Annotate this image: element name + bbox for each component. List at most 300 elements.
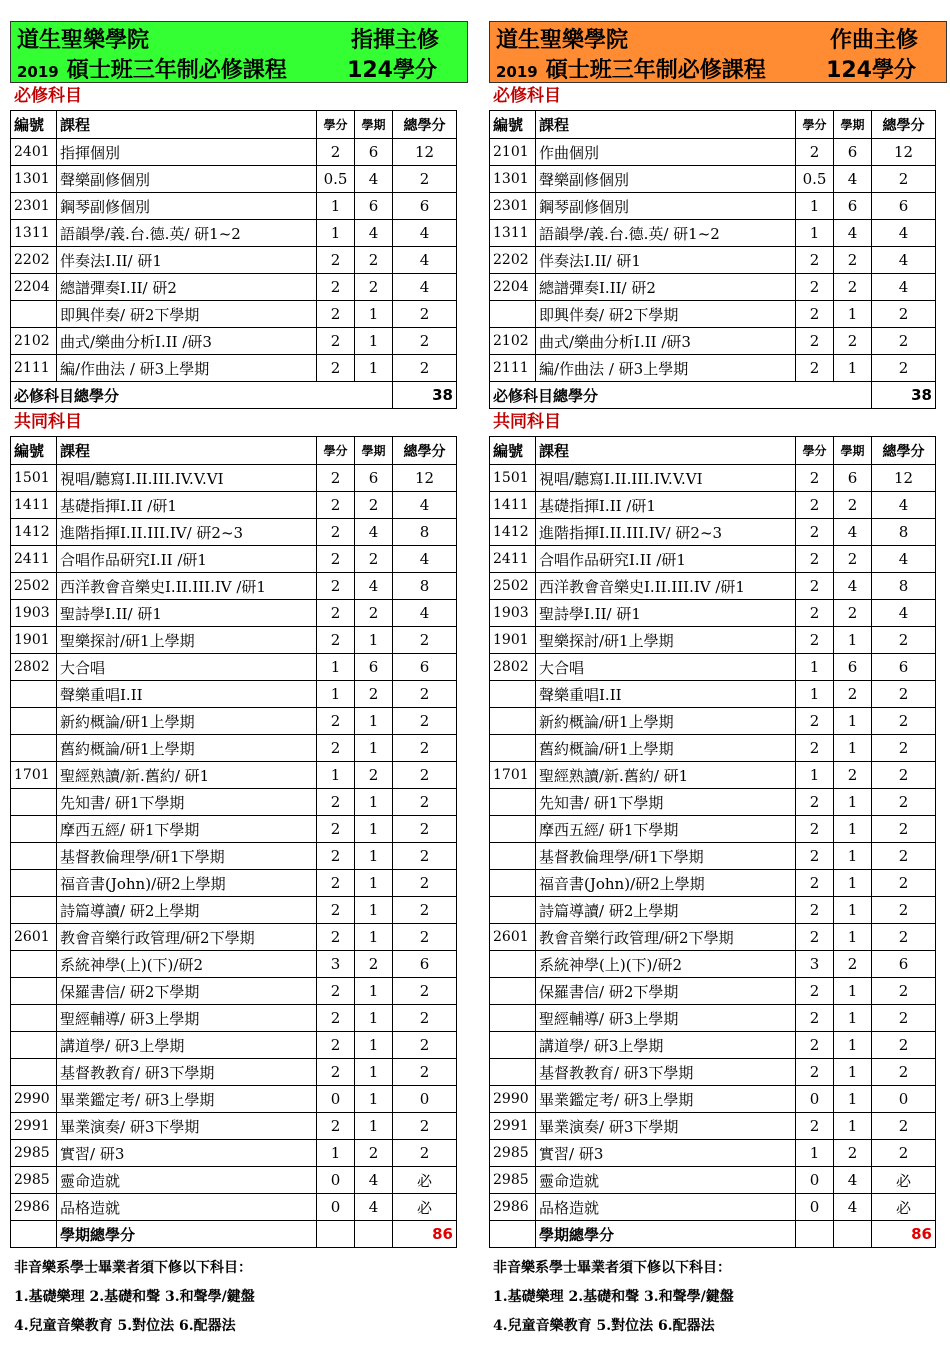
course-credit: 2 <box>317 573 355 600</box>
course-name: 舊約概論/研1上學期 <box>536 735 796 762</box>
course-code: 1412 <box>11 519 57 546</box>
course-semesters: 1 <box>355 924 393 951</box>
program-year: 2019 <box>17 63 59 81</box>
course-semesters: 2 <box>355 681 393 708</box>
header-credit: 學分 <box>317 437 355 465</box>
course-credit: 3 <box>317 951 355 978</box>
course-credit: 2 <box>317 735 355 762</box>
course-semesters: 1 <box>834 735 872 762</box>
course-credit: 0.5 <box>796 166 834 193</box>
remedial-notes <box>489 1254 947 1341</box>
course-total: 必 <box>872 1194 936 1221</box>
course-code: 2111 <box>11 355 57 382</box>
school-name: 道生聖樂學院 <box>496 28 629 53</box>
course-code <box>11 978 57 1005</box>
course-name: 畢業鑑定考/ 研3上學期 <box>536 1086 796 1113</box>
header-credit: 學分 <box>796 437 834 465</box>
course-name: 即興伴奏/ 研2下學期 <box>536 301 796 328</box>
course-row <box>11 870 457 897</box>
course-semesters: 1 <box>834 1032 872 1059</box>
required-sum-row <box>490 382 936 409</box>
course-credit: 2 <box>796 546 834 573</box>
course-credit: 2 <box>796 355 834 382</box>
course-credit: 2 <box>317 301 355 328</box>
course-semesters: 1 <box>834 924 872 951</box>
course-total: 6 <box>393 654 457 681</box>
course-semesters: 1 <box>834 870 872 897</box>
course-total: 8 <box>872 519 936 546</box>
course-name: 保羅書信/ 研2下學期 <box>536 978 796 1005</box>
course-name: 聖樂探討/研1上學期 <box>536 627 796 654</box>
course-name: 聖經熟讀/新.舊約/ 研1 <box>57 762 317 789</box>
course-semesters: 1 <box>355 1113 393 1140</box>
note-title: 非音樂系學士畢業者須下修以下科目： <box>14 1260 252 1276</box>
course-semesters: 2 <box>834 247 872 274</box>
course-code: 2204 <box>11 274 57 301</box>
course-total: 8 <box>393 573 457 600</box>
course-name: 編/作曲法 / 研3上學期 <box>536 355 796 382</box>
course-semesters: 2 <box>834 951 872 978</box>
course-code <box>490 708 536 735</box>
course-semesters: 4 <box>355 519 393 546</box>
course-row <box>11 355 457 382</box>
course-credit: 0 <box>796 1194 834 1221</box>
required-sum-value: 38 <box>872 382 936 409</box>
course-total: 6 <box>393 951 457 978</box>
course-code: 2985 <box>11 1140 57 1167</box>
course-code: 1411 <box>11 492 57 519</box>
course-name: 基督教教育/ 研3下學期 <box>536 1059 796 1086</box>
course-code: 2991 <box>11 1113 57 1140</box>
course-name: 伴奏法I.II/ 研1 <box>536 247 796 274</box>
course-row <box>490 1059 936 1086</box>
table-header-row <box>11 437 457 465</box>
course-total: 2 <box>872 301 936 328</box>
course-code: 1701 <box>11 762 57 789</box>
course-code: 2204 <box>490 274 536 301</box>
course-name: 曲式/樂曲分析I.II /研3 <box>57 328 317 355</box>
course-code <box>490 951 536 978</box>
course-row <box>490 546 936 573</box>
note-line-1: 1.基礎樂理 2.基礎和聲 3.和聲學/鍵盤 <box>493 1289 734 1305</box>
course-row <box>11 627 457 654</box>
course-row <box>490 166 936 193</box>
course-total: 2 <box>393 978 457 1005</box>
course-total: 2 <box>872 978 936 1005</box>
course-total: 4 <box>393 546 457 573</box>
course-name: 實習/ 研3 <box>536 1140 796 1167</box>
course-total: 2 <box>872 1140 936 1167</box>
course-semesters: 4 <box>834 220 872 247</box>
course-credit: 2 <box>796 735 834 762</box>
course-semesters: 2 <box>355 1140 393 1167</box>
course-total: 4 <box>872 600 936 627</box>
course-total: 2 <box>872 735 936 762</box>
course-row <box>11 1032 457 1059</box>
course-name: 先知書/ 研1下學期 <box>57 789 317 816</box>
course-credit: 2 <box>796 1005 834 1032</box>
course-code: 2411 <box>11 546 57 573</box>
course-name: 聖經熟讀/新.舊約/ 研1 <box>536 762 796 789</box>
course-row <box>11 897 457 924</box>
course-total: 2 <box>872 166 936 193</box>
course-semesters: 2 <box>355 492 393 519</box>
course-row <box>490 627 936 654</box>
course-row <box>11 1059 457 1086</box>
course-credit: 2 <box>796 139 834 166</box>
course-total: 必 <box>393 1194 457 1221</box>
course-total: 2 <box>393 1113 457 1140</box>
course-semesters: 1 <box>355 870 393 897</box>
course-code: 1903 <box>11 600 57 627</box>
course-semesters: 1 <box>834 1005 872 1032</box>
sum-blank <box>355 1221 393 1248</box>
right-panel-composition <box>489 0 947 1341</box>
course-semesters: 4 <box>355 1194 393 1221</box>
header-course: 課程 <box>536 437 796 465</box>
course-row <box>11 843 457 870</box>
course-semesters: 2 <box>355 600 393 627</box>
course-credit: 2 <box>317 978 355 1005</box>
course-semesters: 4 <box>834 166 872 193</box>
course-name: 基督教倫理學/研1下學期 <box>57 843 317 870</box>
course-name: 先知書/ 研1下學期 <box>536 789 796 816</box>
course-semesters: 6 <box>834 139 872 166</box>
course-total: 2 <box>872 843 936 870</box>
course-code <box>490 1032 536 1059</box>
course-name: 舊約概論/研1上學期 <box>57 735 317 762</box>
course-semesters: 1 <box>834 897 872 924</box>
course-semesters: 1 <box>834 355 872 382</box>
course-code <box>11 1005 57 1032</box>
course-total: 2 <box>872 1113 936 1140</box>
required-section-title: 必修科目 <box>493 86 561 106</box>
course-name: 教會音樂行政管理/研2下學期 <box>57 924 317 951</box>
course-row <box>490 1032 936 1059</box>
course-total: 2 <box>872 1032 936 1059</box>
course-total: 2 <box>393 301 457 328</box>
course-total: 2 <box>872 708 936 735</box>
sum-blank <box>796 1221 834 1248</box>
course-code <box>490 1005 536 1032</box>
course-row <box>11 708 457 735</box>
course-code <box>490 789 536 816</box>
course-credit: 2 <box>796 789 834 816</box>
course-code: 1311 <box>490 220 536 247</box>
course-semesters: 6 <box>834 193 872 220</box>
course-total: 2 <box>872 355 936 382</box>
course-row <box>11 816 457 843</box>
course-semesters: 2 <box>834 1140 872 1167</box>
course-row <box>11 274 457 301</box>
course-credit: 2 <box>796 519 834 546</box>
course-semesters: 1 <box>355 897 393 924</box>
course-credit: 2 <box>317 1005 355 1032</box>
course-semesters: 4 <box>355 573 393 600</box>
course-name: 靈命造就 <box>536 1167 796 1194</box>
course-code: 2802 <box>11 654 57 681</box>
course-row <box>11 1194 457 1221</box>
common-sum-label: 學期總學分 <box>536 1221 796 1248</box>
required-sum-row <box>11 382 457 409</box>
course-name: 靈命造就 <box>57 1167 317 1194</box>
course-semesters: 4 <box>834 573 872 600</box>
credits-total: 124學分 <box>347 58 437 83</box>
course-semesters: 1 <box>355 816 393 843</box>
course-semesters: 2 <box>834 274 872 301</box>
course-credit: 1 <box>796 681 834 708</box>
course-code: 1301 <box>490 166 536 193</box>
course-name: 聖樂探討/研1上學期 <box>57 627 317 654</box>
course-total: 2 <box>393 789 457 816</box>
course-code: 1411 <box>490 492 536 519</box>
course-name: 品格造就 <box>536 1194 796 1221</box>
header-total: 總學分 <box>872 111 936 139</box>
course-code: 2986 <box>11 1194 57 1221</box>
course-semesters: 1 <box>355 1086 393 1113</box>
common-courses-table <box>10 436 457 1248</box>
course-credit: 2 <box>796 843 834 870</box>
course-name: 新約概論/研1上學期 <box>57 708 317 735</box>
course-credit: 2 <box>796 328 834 355</box>
sum-blank <box>490 1221 536 1248</box>
course-semesters: 1 <box>355 627 393 654</box>
course-total: 4 <box>393 600 457 627</box>
course-total: 12 <box>872 465 936 492</box>
course-semesters: 1 <box>834 1086 872 1113</box>
course-semesters: 4 <box>834 1194 872 1221</box>
course-semesters: 1 <box>355 1032 393 1059</box>
course-code <box>490 843 536 870</box>
course-row <box>490 465 936 492</box>
course-credit: 2 <box>796 301 834 328</box>
course-total: 2 <box>872 627 936 654</box>
course-name: 總譜彈奏I.II/ 研2 <box>57 274 317 301</box>
course-name: 摩西五經/ 研1下學期 <box>57 816 317 843</box>
course-row <box>11 546 457 573</box>
course-semesters: 1 <box>355 1005 393 1032</box>
course-total: 6 <box>872 951 936 978</box>
note-line-1: 1.基礎樂理 2.基礎和聲 3.和聲學/鍵盤 <box>14 1289 255 1305</box>
course-code: 2985 <box>490 1140 536 1167</box>
course-row <box>11 654 457 681</box>
common-sum-value: 86 <box>393 1221 457 1248</box>
course-semesters: 6 <box>355 193 393 220</box>
course-semesters: 2 <box>834 328 872 355</box>
course-credit: 2 <box>317 897 355 924</box>
course-row <box>490 1194 936 1221</box>
course-credit: 2 <box>796 870 834 897</box>
course-name: 詩篇導讀/ 研2上學期 <box>57 897 317 924</box>
course-name: 視唱/聽寫I.II.III.IV.V.VI <box>57 465 317 492</box>
course-total: 2 <box>872 681 936 708</box>
course-credit: 0 <box>796 1086 834 1113</box>
course-code: 2601 <box>11 924 57 951</box>
course-total: 2 <box>872 762 936 789</box>
course-name: 曲式/樂曲分析I.II /研3 <box>536 328 796 355</box>
program-name: 碩士班三年制必修課程 <box>66 58 287 83</box>
course-credit: 2 <box>796 492 834 519</box>
course-total: 必 <box>872 1167 936 1194</box>
course-semesters: 1 <box>355 843 393 870</box>
note-title: 非音樂系學士畢業者須下修以下科目： <box>493 1260 731 1276</box>
course-row <box>11 301 457 328</box>
course-credit: 2 <box>317 274 355 301</box>
course-credit: 2 <box>317 546 355 573</box>
course-code <box>11 301 57 328</box>
table-header-row <box>490 437 936 465</box>
course-code: 2802 <box>490 654 536 681</box>
sum-blank <box>834 1221 872 1248</box>
course-semesters: 1 <box>355 301 393 328</box>
course-semesters: 6 <box>834 465 872 492</box>
course-credit: 2 <box>317 1059 355 1086</box>
course-row <box>490 139 936 166</box>
course-name: 進階指揮I.II.III.IV/ 研2~3 <box>536 519 796 546</box>
course-credit: 1 <box>317 220 355 247</box>
note-line-2: 4.兒童音樂教育 5.對位法 6.配器法 <box>14 1318 236 1334</box>
note-line-2: 4.兒童音樂教育 5.對位法 6.配器法 <box>493 1318 715 1334</box>
course-code: 2990 <box>490 1086 536 1113</box>
course-row <box>490 492 936 519</box>
course-total: 2 <box>393 1005 457 1032</box>
course-credit: 1 <box>796 762 834 789</box>
course-semesters: 1 <box>834 843 872 870</box>
header-credit: 學分 <box>796 111 834 139</box>
course-total: 4 <box>393 247 457 274</box>
course-total: 2 <box>393 355 457 382</box>
course-credit: 2 <box>796 600 834 627</box>
course-row <box>490 978 936 1005</box>
course-code <box>490 978 536 1005</box>
course-total: 6 <box>872 193 936 220</box>
course-credit: 1 <box>317 654 355 681</box>
course-row <box>490 355 936 382</box>
course-semesters: 4 <box>355 220 393 247</box>
program-title <box>17 53 287 84</box>
course-code <box>11 870 57 897</box>
course-total: 2 <box>393 870 457 897</box>
course-name: 伴奏法I.II/ 研1 <box>57 247 317 274</box>
course-credit: 0.5 <box>317 166 355 193</box>
course-row <box>11 681 457 708</box>
course-code <box>11 1059 57 1086</box>
course-credit: 2 <box>796 978 834 1005</box>
course-code: 1311 <box>11 220 57 247</box>
course-credit: 2 <box>796 1032 834 1059</box>
course-name: 福音書(John)/研2上學期 <box>536 870 796 897</box>
required-sum-value: 38 <box>393 382 457 409</box>
course-credit: 2 <box>317 870 355 897</box>
program-name: 碩士班三年制必修課程 <box>545 58 766 83</box>
course-code <box>490 735 536 762</box>
course-name: 福音書(John)/研2上學期 <box>57 870 317 897</box>
header-semester: 學期 <box>355 437 393 465</box>
required-courses-table <box>10 110 457 409</box>
course-semesters: 2 <box>834 546 872 573</box>
course-semesters: 1 <box>834 978 872 1005</box>
course-credit: 1 <box>796 220 834 247</box>
course-name: 進階指揮I.II.III.IV/ 研2~3 <box>57 519 317 546</box>
course-code <box>490 301 536 328</box>
header-semester: 學期 <box>834 437 872 465</box>
course-credit: 1 <box>317 762 355 789</box>
course-credit: 2 <box>796 897 834 924</box>
course-total: 8 <box>393 519 457 546</box>
course-name: 摩西五經/ 研1下學期 <box>536 816 796 843</box>
course-name: 基督教倫理學/研1下學期 <box>536 843 796 870</box>
course-credit: 0 <box>796 1167 834 1194</box>
course-credit: 2 <box>796 708 834 735</box>
header-credit: 學分 <box>317 111 355 139</box>
course-credit: 2 <box>317 465 355 492</box>
course-credit: 2 <box>317 1113 355 1140</box>
course-code: 2502 <box>490 573 536 600</box>
course-semesters: 1 <box>355 735 393 762</box>
course-semesters: 6 <box>355 654 393 681</box>
course-semesters: 1 <box>355 355 393 382</box>
course-row <box>490 816 936 843</box>
common-section-title: 共同科目 <box>493 412 561 432</box>
course-code <box>11 843 57 870</box>
course-credit: 2 <box>796 816 834 843</box>
course-name: 品格造就 <box>57 1194 317 1221</box>
course-semesters: 4 <box>834 1167 872 1194</box>
course-row <box>11 1140 457 1167</box>
course-row <box>11 139 457 166</box>
course-total: 2 <box>872 328 936 355</box>
course-name: 西洋教會音樂史I.II.III.IV /研1 <box>57 573 317 600</box>
course-name: 基督教教育/ 研3下學期 <box>57 1059 317 1086</box>
course-total: 0 <box>393 1086 457 1113</box>
course-credit: 2 <box>796 247 834 274</box>
course-name: 聖經輔導/ 研3上學期 <box>536 1005 796 1032</box>
common-sum-row <box>490 1221 936 1248</box>
course-semesters: 6 <box>355 465 393 492</box>
course-row <box>490 897 936 924</box>
course-code: 1701 <box>490 762 536 789</box>
course-semesters: 2 <box>834 681 872 708</box>
required-courses-table <box>489 110 936 409</box>
course-code <box>490 870 536 897</box>
common-sum-label: 學期總學分 <box>57 1221 317 1248</box>
course-code: 2301 <box>490 193 536 220</box>
course-code <box>490 1059 536 1086</box>
course-total: 2 <box>393 627 457 654</box>
common-section-title: 共同科目 <box>14 412 82 432</box>
required-sum-label: 必修科目總學分 <box>11 382 393 409</box>
course-name: 作曲個別 <box>536 139 796 166</box>
course-total: 4 <box>393 492 457 519</box>
course-credit: 2 <box>796 1059 834 1086</box>
sum-blank <box>317 1221 355 1248</box>
course-code: 2411 <box>490 546 536 573</box>
course-semesters: 1 <box>834 816 872 843</box>
course-credit: 2 <box>796 573 834 600</box>
course-row <box>11 492 457 519</box>
course-semesters: 1 <box>355 1059 393 1086</box>
header-course: 課程 <box>57 111 317 139</box>
course-code: 2202 <box>11 247 57 274</box>
course-row <box>490 274 936 301</box>
course-row <box>11 924 457 951</box>
course-row <box>11 1113 457 1140</box>
common-courses-table <box>489 436 936 1248</box>
course-credit: 2 <box>317 492 355 519</box>
course-code: 1301 <box>11 166 57 193</box>
course-credit: 2 <box>317 519 355 546</box>
course-semesters: 6 <box>355 139 393 166</box>
